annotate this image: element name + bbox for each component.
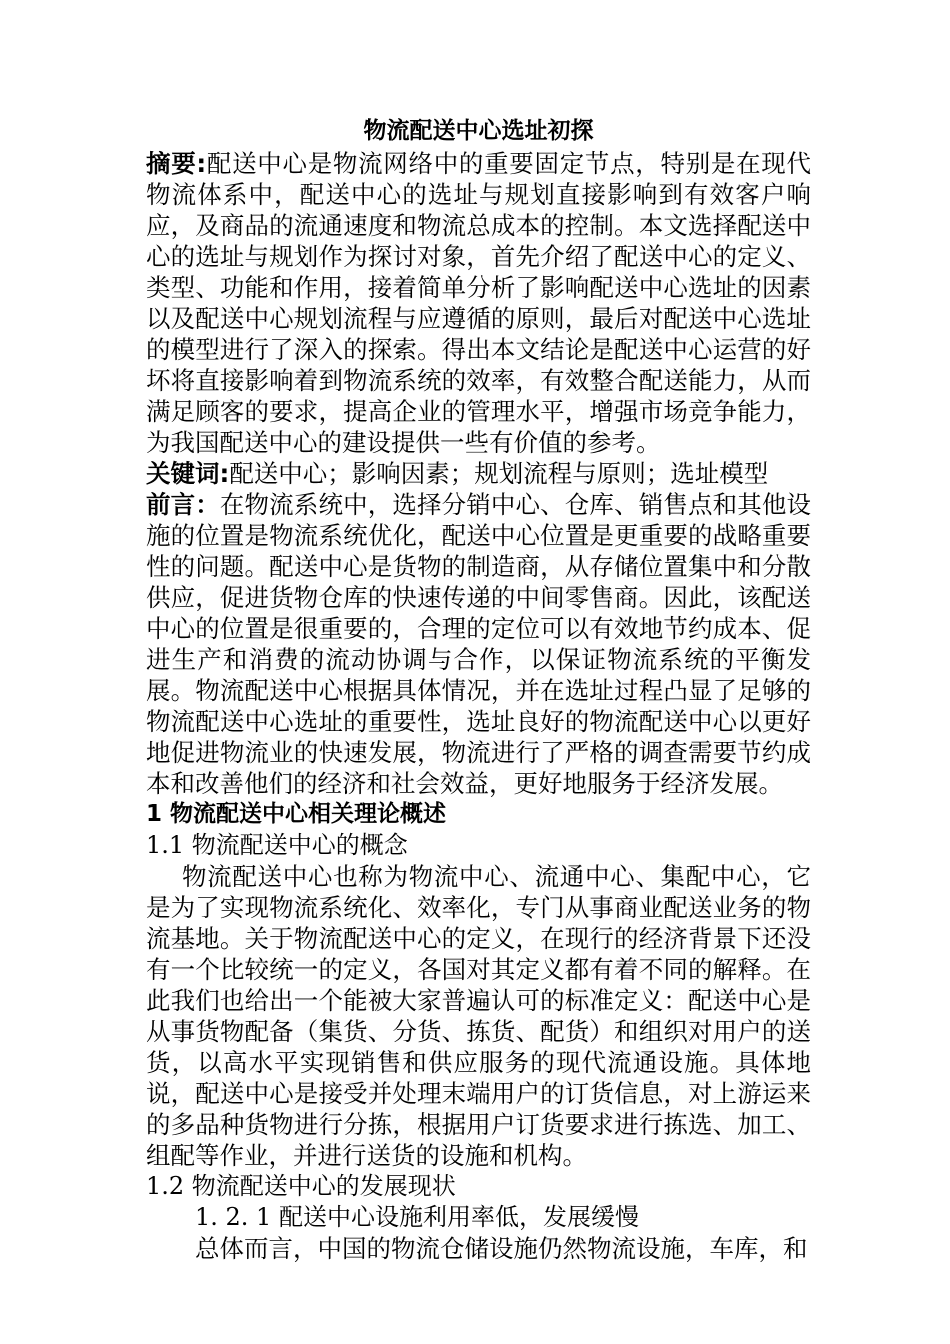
keywords-paragraph (146, 458, 811, 489)
keywords-text: 配送中心；影响因素；规划流程与原则；选址模型 (229, 459, 769, 488)
preface-paragraph (146, 489, 811, 799)
document-page (146, 116, 811, 1264)
section-1-1-paragraph: 物流配送中心也称为物流中心、流通中心、集配中心，它是为了实现物流系统化、效率化，专门从事商业配送业务的物流基地。关于物流配送中心的定义，在现行的经济背景下还没有一个比较统一的定义，各国对其定义都有着不同的解释。在此我们也给出一个能被大家普遍认可的标准定义：配送中心是从事货物配备（集货、分货、拣货、配货）和组织对用户的送货，以高水平实现销售和供应服务的现代流通设施。具体地说，配送中心是接受并处理末端用户的订货信息，对上游运来的多品种货物进行分拣，根据用户订货要求进行拣选、加工、组配等作业，并进行送货的设施和机构。 (146, 862, 811, 1170)
abstract-paragraph (146, 148, 811, 458)
section-1-2-1-heading: 1. 2. 1 配送中心设施利用率低，发展缓慢 (195, 1203, 639, 1231)
section-1-2-heading: 1.2 物流配送中心的发展现状 (146, 1172, 456, 1200)
document-title: 物流配送中心选址初探 (363, 118, 594, 144)
section-1-heading: 1 物流配送中心相关理论概述 (146, 801, 447, 827)
abstract-label: 摘要: (146, 149, 207, 178)
section-1-2-1-paragraph: 总体而言，中国的物流仓储设施仍然物流设施，车库，和 (195, 1234, 808, 1263)
keywords-label: 关键词: (146, 459, 230, 488)
preface-text: 在物流系统中，选择分销中心、仓库、销售点和其他设施的位置是物流系统优化，配送中心位置是更重要的战略重要性的问题。配送中心是货物的制造商，从存储位置集中和分散供应，促进货物仓库的快速传递的中间零售商。因此，该配送中心的位置是很重要的，合理的定位可以有效地节约成本、促进生产和消费的流动协调与合作，以保证物流系统的平衡发展。物流配送中心根据具体情况，并在选址过程凸显了足够的物流配送中心选址的重要性，选址良好的物流配送中心以更好地促进物流业的快速发展，物流进行了严格的调查需要节约成本和改善他们的经济和社会效益，更好地服务于经济发展。 (146, 490, 811, 798)
section-1-1-heading: 1.1 物流配送中心的概念 (146, 831, 408, 859)
preface-label: 前言： (146, 490, 220, 519)
abstract-text: 配送中心是物流网络中的重要固定节点，特别是在现代物流体系中，配送中心的选址与规划直接影响到有效客户响应，及商品的流通速度和物流总成本的控制。本文选择配送中心的选址与规划作为探讨对象，首先介绍了配送中心的定义、类型、功能和作用，接着简单分析了影响配送中心选址的因素以及配送中心规划流程与应遵循的原则，最后对配送中心选址的模型进行了深入的探索。得出本文结论是配送中心运营的好坏将直接影响着到物流系统的效率，有效整合配送能力，从而满足顾客的要求，提高企业的管理水平，增强市场竞争能力，为我国配送中心的建设提供一些有价值的参考。 (146, 149, 811, 457)
